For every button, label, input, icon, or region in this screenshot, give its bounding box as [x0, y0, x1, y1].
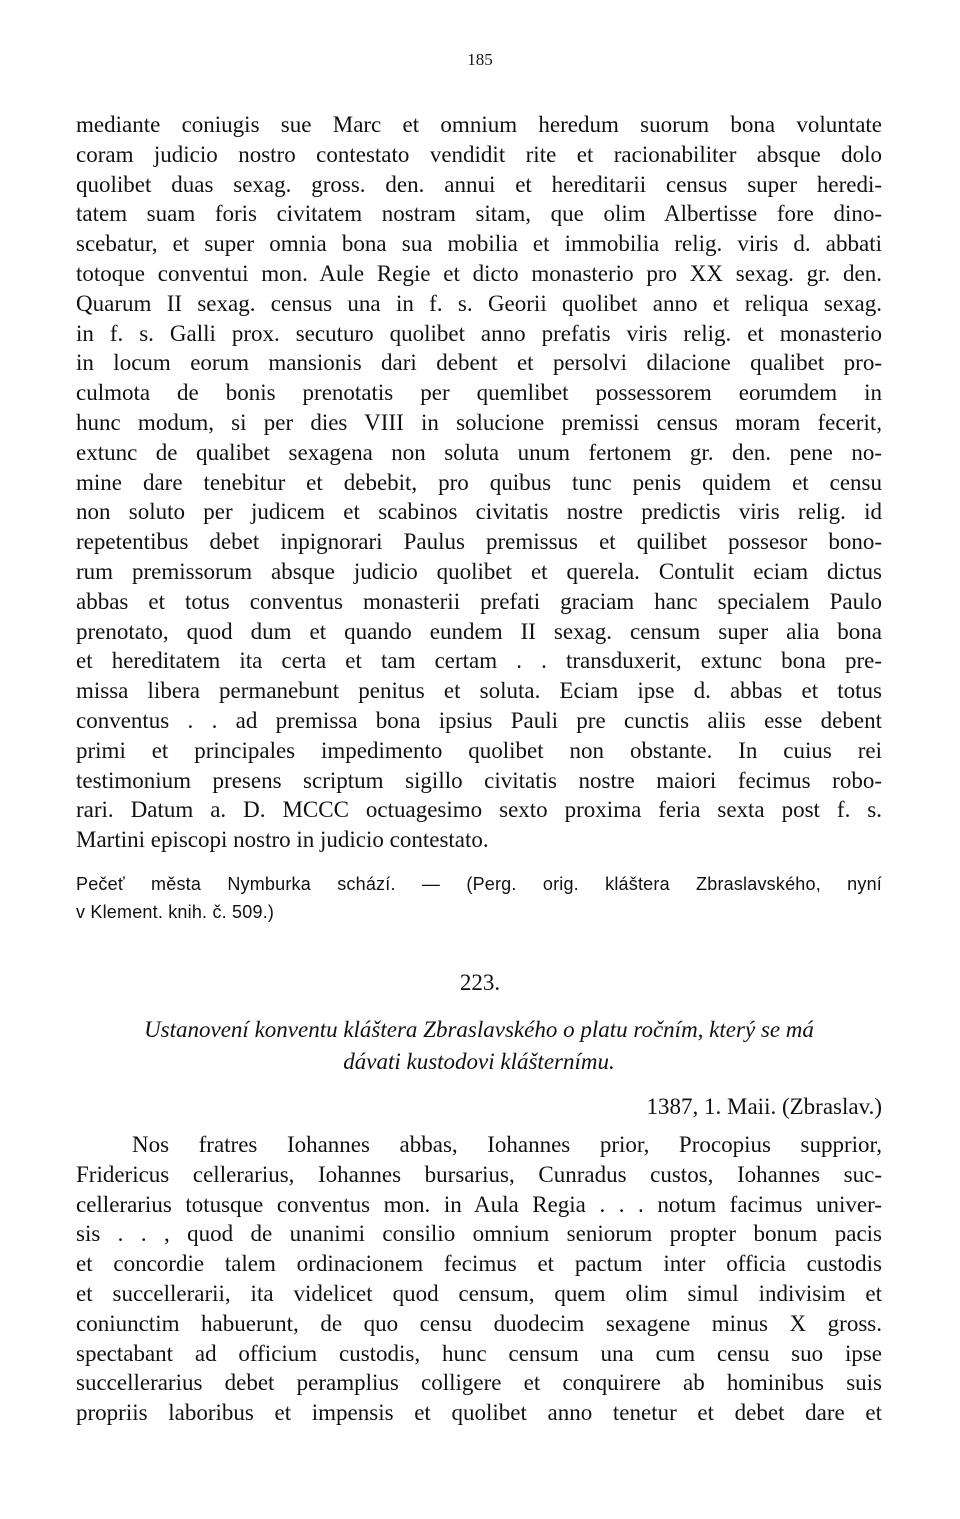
text-line: Quarum II sexag. census una in f. s. Georii quolibet anno et reliqua sexag.	[76, 290, 882, 316]
document-date: 1387, 1. Maii. (Zbraslav.)	[646, 1094, 882, 1119]
text-line: non soluto per judicem et scabinos civitatis nostre predictis viris relig. id	[76, 499, 882, 525]
text-line: sis . . , quod de unanimi consilio omnium seniorum propter bonum pacis	[76, 1221, 882, 1247]
text-line: Martini episcopi nostro in judicio contestato.	[76, 827, 489, 853]
text-line: Fridericus cellerarius, Iohannes bursarius, Cunradus custos, Iohannes suc-	[76, 1161, 882, 1187]
text-line: mine dare tenebitur et debebit, pro quibus tunc penis quidem et censu	[76, 469, 882, 495]
title-line: Ustanovení konventu kláštera Zbraslavského o platu ročním, který se má	[144, 1017, 814, 1042]
document-title	[76, 1014, 882, 1078]
text-line: coram judicio nostro contestato vendidit rite et racionabiliter absque dolo	[76, 141, 882, 167]
text-line: in locum eorum mansionis dari debent et persolvi dilacione qualibet pro-	[76, 350, 882, 376]
text-line: culmota de bonis prenotatis per quemlibet possessorem eorumdem in	[76, 380, 882, 406]
text-line: hunc modum, si per dies VIII in solucione premissi census moram fecerit,	[76, 409, 882, 435]
text-line: et hereditatem ita certa et tam certam . . transduxerit, extunc bona pre-	[76, 648, 882, 674]
text-line: prenotato, quod dum et quando eundem II sexag. censum super alia bona	[76, 618, 882, 644]
text-line: et succellerarii, ita videlicet quod censum, quem olim simul indivisim et	[76, 1280, 882, 1306]
text-line: totoque conventui mon. Aule Regie et dicto monasterio pro XX sexag. gr. den.	[76, 260, 882, 286]
text-line: quolibet duas sexag. gross. den. annui et hereditarii census super heredi-	[76, 171, 882, 197]
text-line: Nos fratres Iohannes abbas, Iohannes prior, Procopius supprior,	[132, 1132, 882, 1157]
text-line: abbas et totus conventus monasterii prefati graciam hanc specialem Paulo	[76, 588, 882, 614]
text-line: in f. s. Galli prox. secuturo quolibet anno prefatis viris relig. et monasterio	[76, 320, 882, 346]
text-line: scebatur, et super omnia bona sua mobilia et immobilia relig. viris d. abbati	[76, 231, 882, 257]
note-line: Pečeť města Nymburka schází. — (Perg. orig. kláštera Zbraslavského, nyní	[76, 874, 882, 894]
page-number: 185	[467, 50, 493, 69]
text-line: coniunctim habuerunt, de quo censu duodecim sexagene minus X gross.	[76, 1310, 882, 1336]
continued-charter-text	[76, 110, 882, 855]
text-line: conventus . . ad premissa bona ipsius Pauli pre cunctis aliis esse debent	[76, 707, 882, 733]
text-line: testimonium presens scriptum sigillo civitatis nostre maiori fecimus robo-	[76, 767, 882, 793]
charter-text	[76, 1130, 882, 1428]
text-line: succellerarius debet peramplius colligere et conquirere ab hominibus suis	[76, 1370, 882, 1396]
title-line: dávati kustodovi klášternímu.	[343, 1049, 615, 1074]
text-line: spectabant ad officium custodis, hunc censum una cum censu suo ipse	[76, 1340, 882, 1366]
text-line: missa libera permanebunt penitus et soluta. Eciam ipse d. abbas et totus	[76, 678, 882, 704]
text-line: primi et principales impedimento quolibet non obstante. In cuius rei	[76, 737, 882, 763]
text-line: extunc de qualibet sexagena non soluta unum fertonem gr. den. pene no-	[76, 439, 882, 465]
document-number: 223.	[459, 970, 501, 995]
text-line: et concordie talem ordinacionem fecimus et pactum inter officia custodis	[76, 1251, 882, 1277]
text-line: cellerarius totusque conventus mon. in Aula Regia . . . notum facimus univer-	[76, 1191, 882, 1217]
text-line: rari. Datum a. D. MCCC octuagesimo sexto proxima feria sexta post f. s.	[76, 797, 882, 823]
text-line: propriis laboribus et impensis et quolibet anno tenetur et debet dare et	[76, 1400, 882, 1426]
text-line: repetentibus debet inpignorari Paulus premissus et quilibet possesor bono-	[76, 529, 882, 555]
seal-note	[76, 870, 882, 926]
text-line: mediante coniugis sue Marc et omnium heredum suorum bona voluntate	[76, 112, 882, 137]
text-line: rum premissorum absque judicio quolibet et querela. Contulit eciam dictus	[76, 558, 882, 584]
note-line: v Klement. knih. č. 509.)	[76, 902, 275, 922]
text-line: tatem suam foris civitatem nostram sitam, que olim Albertisse fore dino-	[76, 201, 882, 227]
